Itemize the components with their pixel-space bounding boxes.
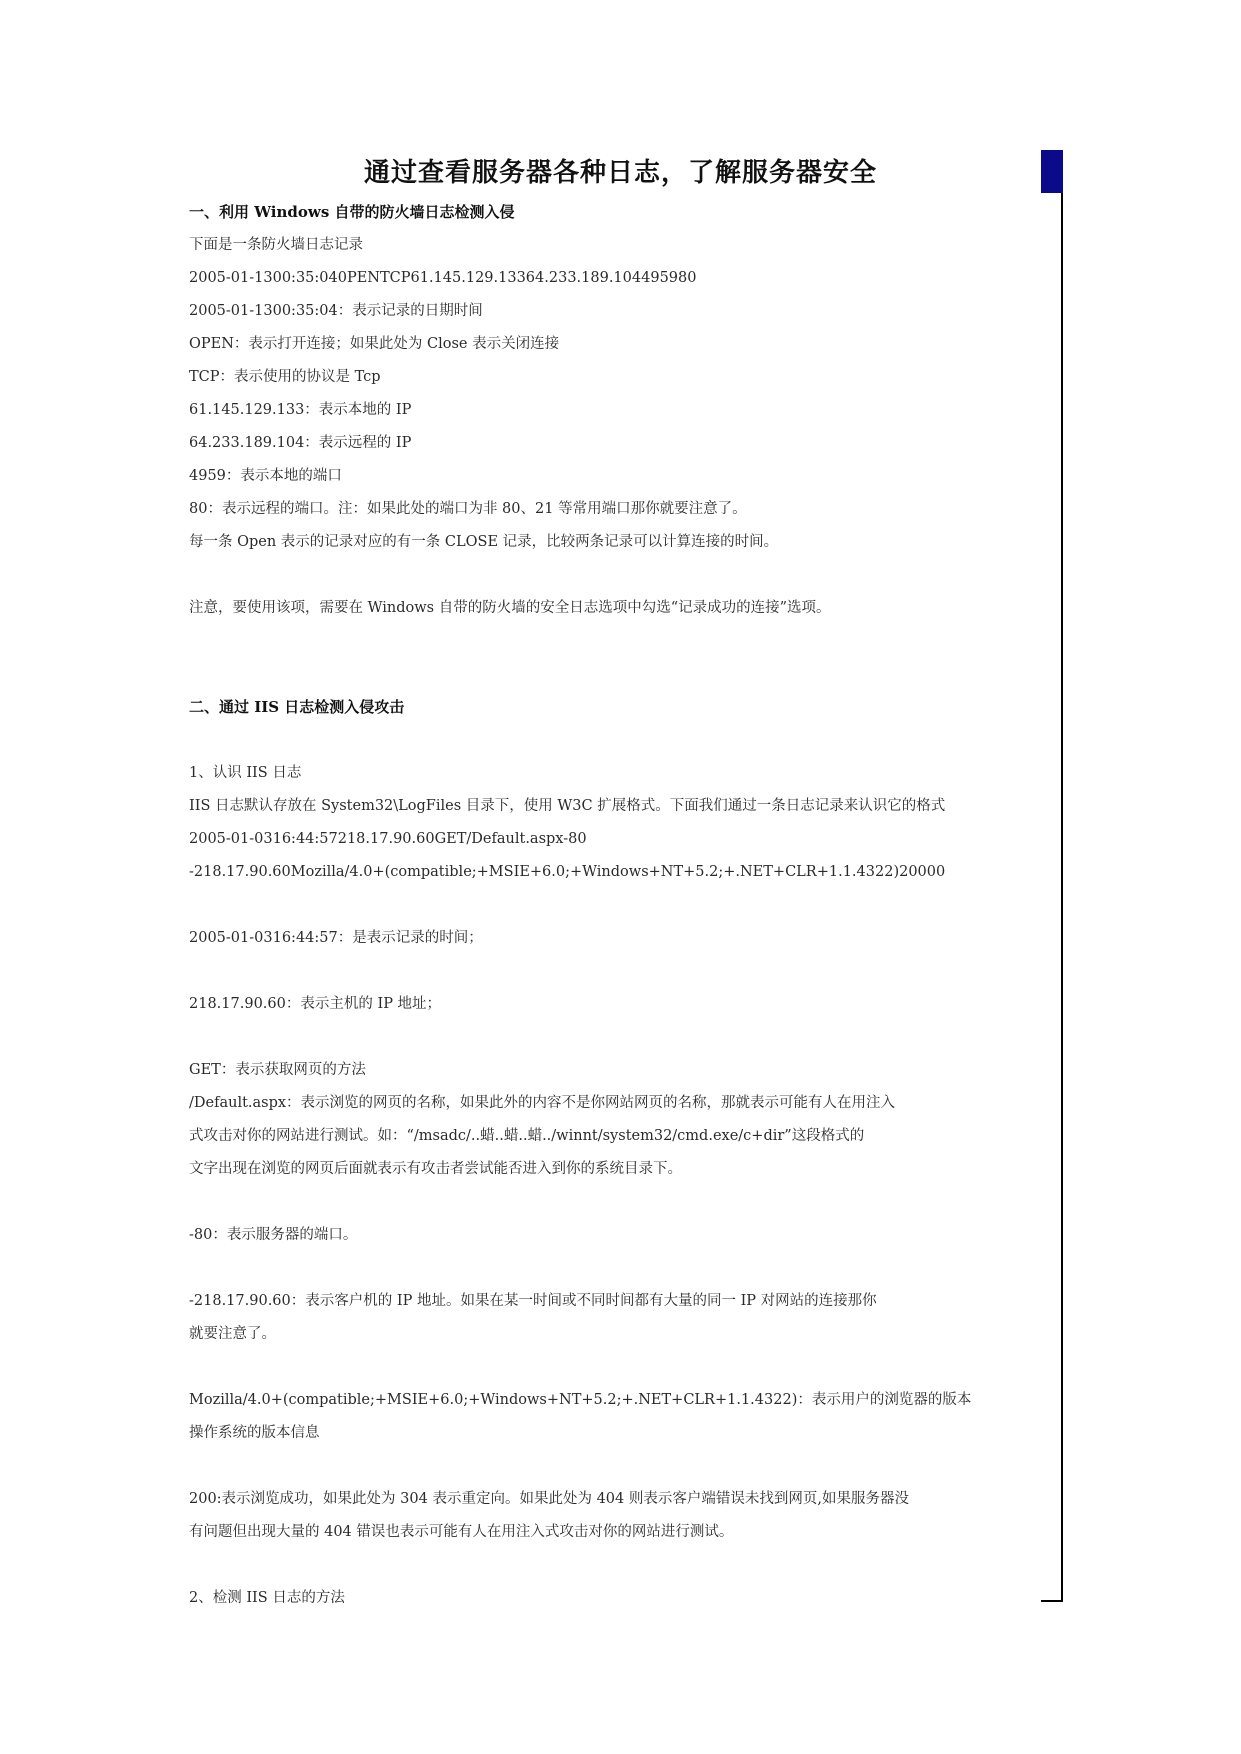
margin-rule-end [1041, 1600, 1063, 1602]
blank-line [189, 724, 1009, 757]
text-line: 2005-01-0316:44:57：是表示记录的时间； [189, 930, 483, 946]
text-line: -218.17.90.60Mozilla/4.0+(compatible;+MSIE+6.0;+Windows+NT+5.2;+.NET+CLR+1.1.4322)20000 [189, 864, 946, 880]
text-line: 文字出现在浏览的网页后面就表示有攻击者尝试能否进入到你的系统目录下。 [189, 1161, 682, 1177]
section-heading: 二、通过 IIS 日志检测入侵攻击 [189, 698, 405, 716]
text-line: 200:表示浏览成功，如果此处为 304 表示重定向。如果此处为 404 则表示客户端错误未找到网页,如果服务器没 [189, 1491, 909, 1507]
blank-line [189, 559, 1009, 592]
blank-line [189, 1186, 1009, 1219]
text-line: 1、认识 IIS 日志 [189, 765, 302, 781]
text-line: 4959：表示本地的端口 [189, 468, 342, 484]
text-line: 下面是一条防火墙日志记录 [189, 237, 363, 253]
text-line: 2005-01-1300:35:040PENTCP61.145.129.13364.233.189.104495980 [189, 270, 697, 286]
text-line: 61.145.129.133：表示本地的 IP [189, 402, 412, 418]
document-body [189, 196, 1009, 1615]
text-line: TCP：表示使用的协议是 Tcp [189, 369, 381, 385]
blank-line [189, 1549, 1009, 1582]
text-line: -80：表示服务器的端口。 [189, 1227, 358, 1243]
text-line: GET：表示获取网页的方法 [189, 1062, 366, 1078]
text-line: 每一条 Open 表示的记录对应的有一条 CLOSE 记录，比较两条记录可以计算连接的时间。 [189, 534, 779, 550]
text-line: 2、检测 IIS 日志的方法 [189, 1590, 345, 1606]
blank-line [189, 1021, 1009, 1054]
page-title: 通过查看服务器各种日志，了解服务器安全 [363, 158, 877, 188]
text-line: 操作系统的版本信息 [189, 1425, 320, 1441]
text-line: 64.233.189.104：表示远程的 IP [189, 435, 412, 451]
text-line: /Default.aspx：表示浏览的网页的名称，如果此外的内容不是你网站网页的名称，那就表示可能有人在用注入 [189, 1095, 896, 1111]
text-line: 式攻击对你的网站进行测试。如：“/msadc/..蜡..蜡..蜡../winnt/system32/cmd.exe/c+dir”这段格式的 [189, 1128, 865, 1144]
blank-line [189, 1252, 1009, 1285]
blank-line [189, 625, 1009, 658]
text-line: -218.17.90.60：表示客户机的 IP 地址。如果在某一时间或不同时间都有大量的同一 IP 对网站的连接那你 [189, 1293, 877, 1309]
blank-line [189, 955, 1009, 988]
text-line: 218.17.90.60：表示主机的 IP 地址； [189, 996, 442, 1012]
text-line: 注意，要使用该项，需要在 Windows 自带的防火墙的安全日志选项中勾选“记录成功的连接”选项。 [189, 600, 831, 616]
text-line: 80：表示远程的端口。注：如果此处的端口为非 80、21 等常用端口那你就要注意了。 [189, 501, 747, 517]
text-line: 有问题但出现大量的 404 错误也表示可能有人在用注入式攻击对你的网站进行测试。 [189, 1524, 734, 1540]
text-line: 就要注意了。 [189, 1326, 276, 1342]
text-line: 2005-01-1300:35:04：表示记录的日期时间 [189, 303, 483, 319]
text-line: OPEN：表示打开连接；如果此处为 Close 表示关闭连接 [189, 336, 560, 352]
margin-rule [1061, 150, 1063, 1602]
text-line: IIS 日志默认存放在 System32\LogFiles 目录下，使用 W3C 扩展格式。下面我们通过一条日志记录来认识它的格式 [189, 798, 946, 814]
blank-line [189, 1450, 1009, 1483]
text-line: 2005-01-0316:44:57218.17.90.60GET/Default.aspx-80 [189, 831, 587, 847]
text-line: Mozilla/4.0+(compatible;+MSIE+6.0;+Windows+NT+5.2;+.NET+CLR+1.1.4322)：表示用户的浏览器的版本 [189, 1392, 972, 1408]
blank-line [189, 658, 1009, 691]
blank-line [189, 889, 1009, 922]
section-heading: 一、利用 Windows 自带的防火墙日志检测入侵 [189, 203, 515, 221]
blank-line [189, 1351, 1009, 1384]
